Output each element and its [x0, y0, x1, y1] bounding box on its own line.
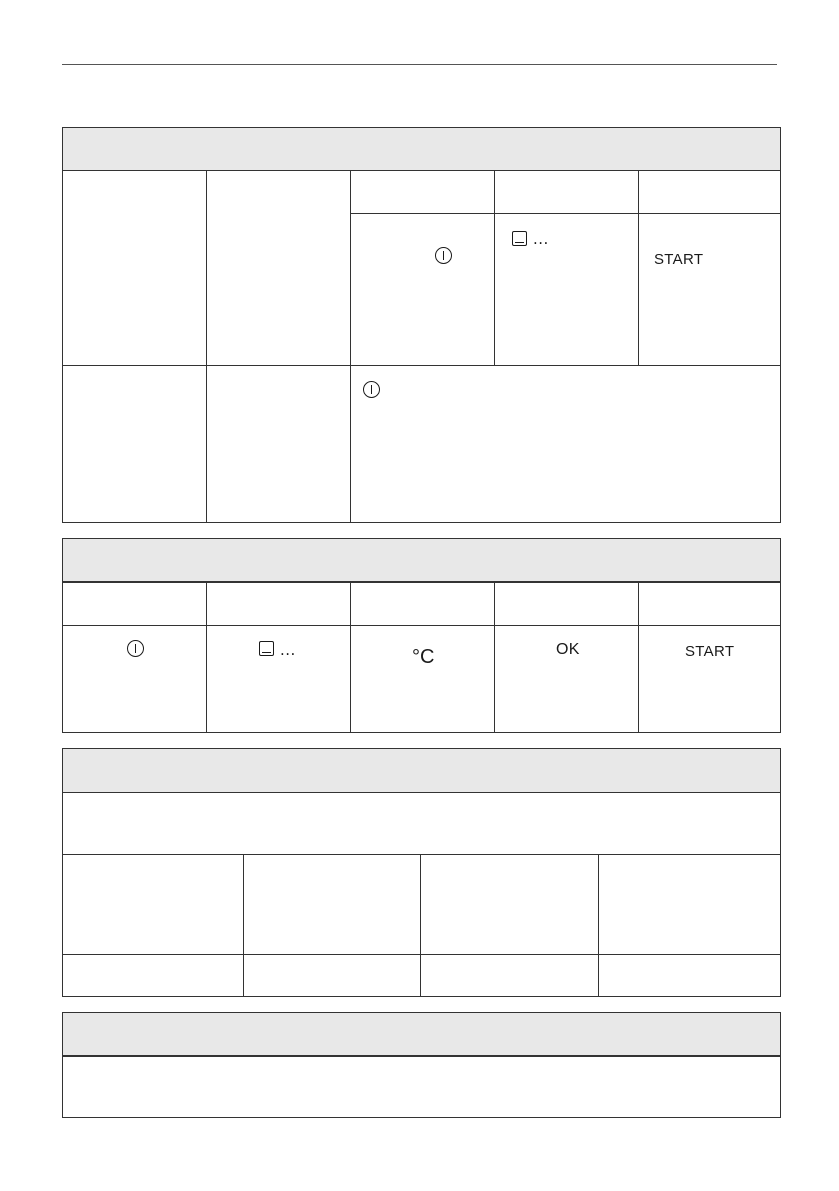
table-1-divider — [206, 171, 207, 522]
table-2-divider — [638, 583, 639, 732]
table-2-divider — [63, 625, 780, 626]
table-3-divider — [420, 854, 421, 996]
table-4-header — [63, 1013, 780, 1057]
table-1 — [62, 127, 781, 523]
ellipsis-text: ... — [280, 641, 296, 659]
table-1-divider — [350, 171, 351, 522]
temperature-icon: °C — [412, 646, 435, 668]
power-icon — [127, 640, 144, 657]
table-1-divider — [494, 171, 495, 365]
table-1-divider — [350, 213, 780, 214]
table-3-header — [63, 749, 780, 793]
table-1-header — [63, 128, 780, 171]
table-3-divider — [63, 954, 780, 955]
power-icon — [435, 247, 452, 264]
table-2-divider — [206, 583, 207, 732]
table-2 — [62, 538, 781, 733]
table-3-divider — [243, 854, 244, 996]
ellipsis-text: ... — [533, 230, 549, 248]
start-label: START — [654, 251, 704, 268]
oven-icon — [512, 231, 527, 246]
table-2-divider — [494, 583, 495, 732]
table-3-divider — [598, 854, 599, 996]
table-4 — [62, 1012, 781, 1118]
table-1-divider — [63, 365, 780, 366]
power-icon — [363, 381, 380, 398]
oven-icon — [259, 641, 274, 656]
table-2-header — [63, 539, 780, 583]
table-3-divider — [63, 854, 780, 855]
table-2-divider — [350, 583, 351, 732]
top-divider — [62, 64, 777, 65]
ok-label: OK — [556, 641, 580, 658]
table-1-divider — [638, 171, 639, 365]
table-3 — [62, 748, 781, 997]
start-label: START — [685, 643, 735, 660]
